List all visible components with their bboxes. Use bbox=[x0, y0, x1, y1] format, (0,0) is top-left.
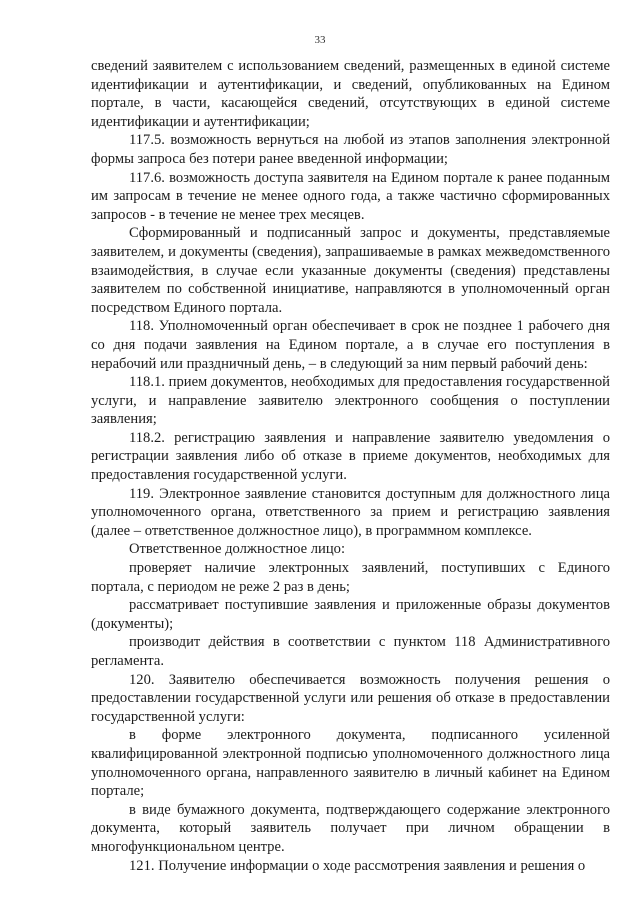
paragraph: 117.6. возможность доступа заявителя на Едином портале к ранее поданным им запросам в течение не менее одного года, а также частично сформированных запросов - в течение не менее трех месяцев. bbox=[91, 169, 610, 223]
paragraph: сведений заявителем с использованием сведений, размещенных в единой системе идентификации и аутентификации, и сведений, опубликованных на Едином портале, в части, касающейся сведений, отсутствующих в единой системе идентификации и аутентификации; bbox=[91, 58, 610, 130]
paragraph: 120. Заявителю обеспечивается возможность получения решения о предоставлении государственной услуги или решения об отказе в предоставлении государственной услуги: bbox=[91, 671, 610, 725]
paragraph: 119. Электронное заявление становится доступным для должностного лица уполномоченного органа, ответственного за прием и регистрацию заявления (далее – ответственное должностное лицо), в программном комплексе. bbox=[91, 485, 610, 539]
document-body bbox=[91, 57, 610, 875]
paragraph: 117.5. возможность вернуться на любой из этапов заполнения электронной формы запроса без потери ранее введенной информации; bbox=[91, 132, 610, 167]
paragraph: производит действия в соответствии с пунктом 118 Административного регламента. bbox=[91, 634, 610, 669]
paragraph: в форме электронного документа, подписанного усиленной квалифицированной электронной подписью уполномоченного должностного лица уполномоченного органа, направленного заявителю в личный кабинет на Едином портале; bbox=[91, 727, 610, 800]
paragraph: рассматривает поступившие заявления и приложенные образы документов (документы); bbox=[91, 597, 610, 632]
paragraph: Ответственное должностное лицо: bbox=[129, 541, 345, 558]
paragraph: 118.2. регистрацию заявления и направление заявителю уведомления о регистрации заявления либо об отказе в приеме документов, необходимых для предоставления государственной услуги. bbox=[91, 429, 610, 484]
page-number: 33 bbox=[314, 34, 326, 46]
paragraph: 118. Уполномоченный орган обеспечивает в срок не позднее 1 рабочего дня со дня подачи заявления на Едином портале, а в случае его поступления в нерабочий или праздничный день, – в следующий за ним первый рабочий день: bbox=[91, 318, 610, 372]
paragraph: 121. Получение информации о ходе рассмотрения заявления и решения о bbox=[129, 857, 586, 874]
paragraph: 118.1. прием документов, необходимых для предоставления государственной услуги, и направление заявителю электронного сообщения о поступлении заявления; bbox=[91, 374, 610, 428]
paragraph: в виде бумажного документа, подтверждающего содержание электронного документа, который заявитель получает при личном обращении в многофункциональном центре. bbox=[91, 801, 610, 855]
paragraph: проверяет наличие электронных заявлений, поступивших с Единого портала, с периодом не реже 2 раз в день; bbox=[91, 560, 610, 595]
paragraph: Сформированный и подписанный запрос и документы, представляемые заявителем, и документы (сведения), запрашиваемые в рамках межведомственного взаимодействия, в случае если указанные документы (сведения) представлены заявителем по собственной инициативе, направляются в уполномоченный орган посредством Единого портала. bbox=[91, 225, 610, 316]
